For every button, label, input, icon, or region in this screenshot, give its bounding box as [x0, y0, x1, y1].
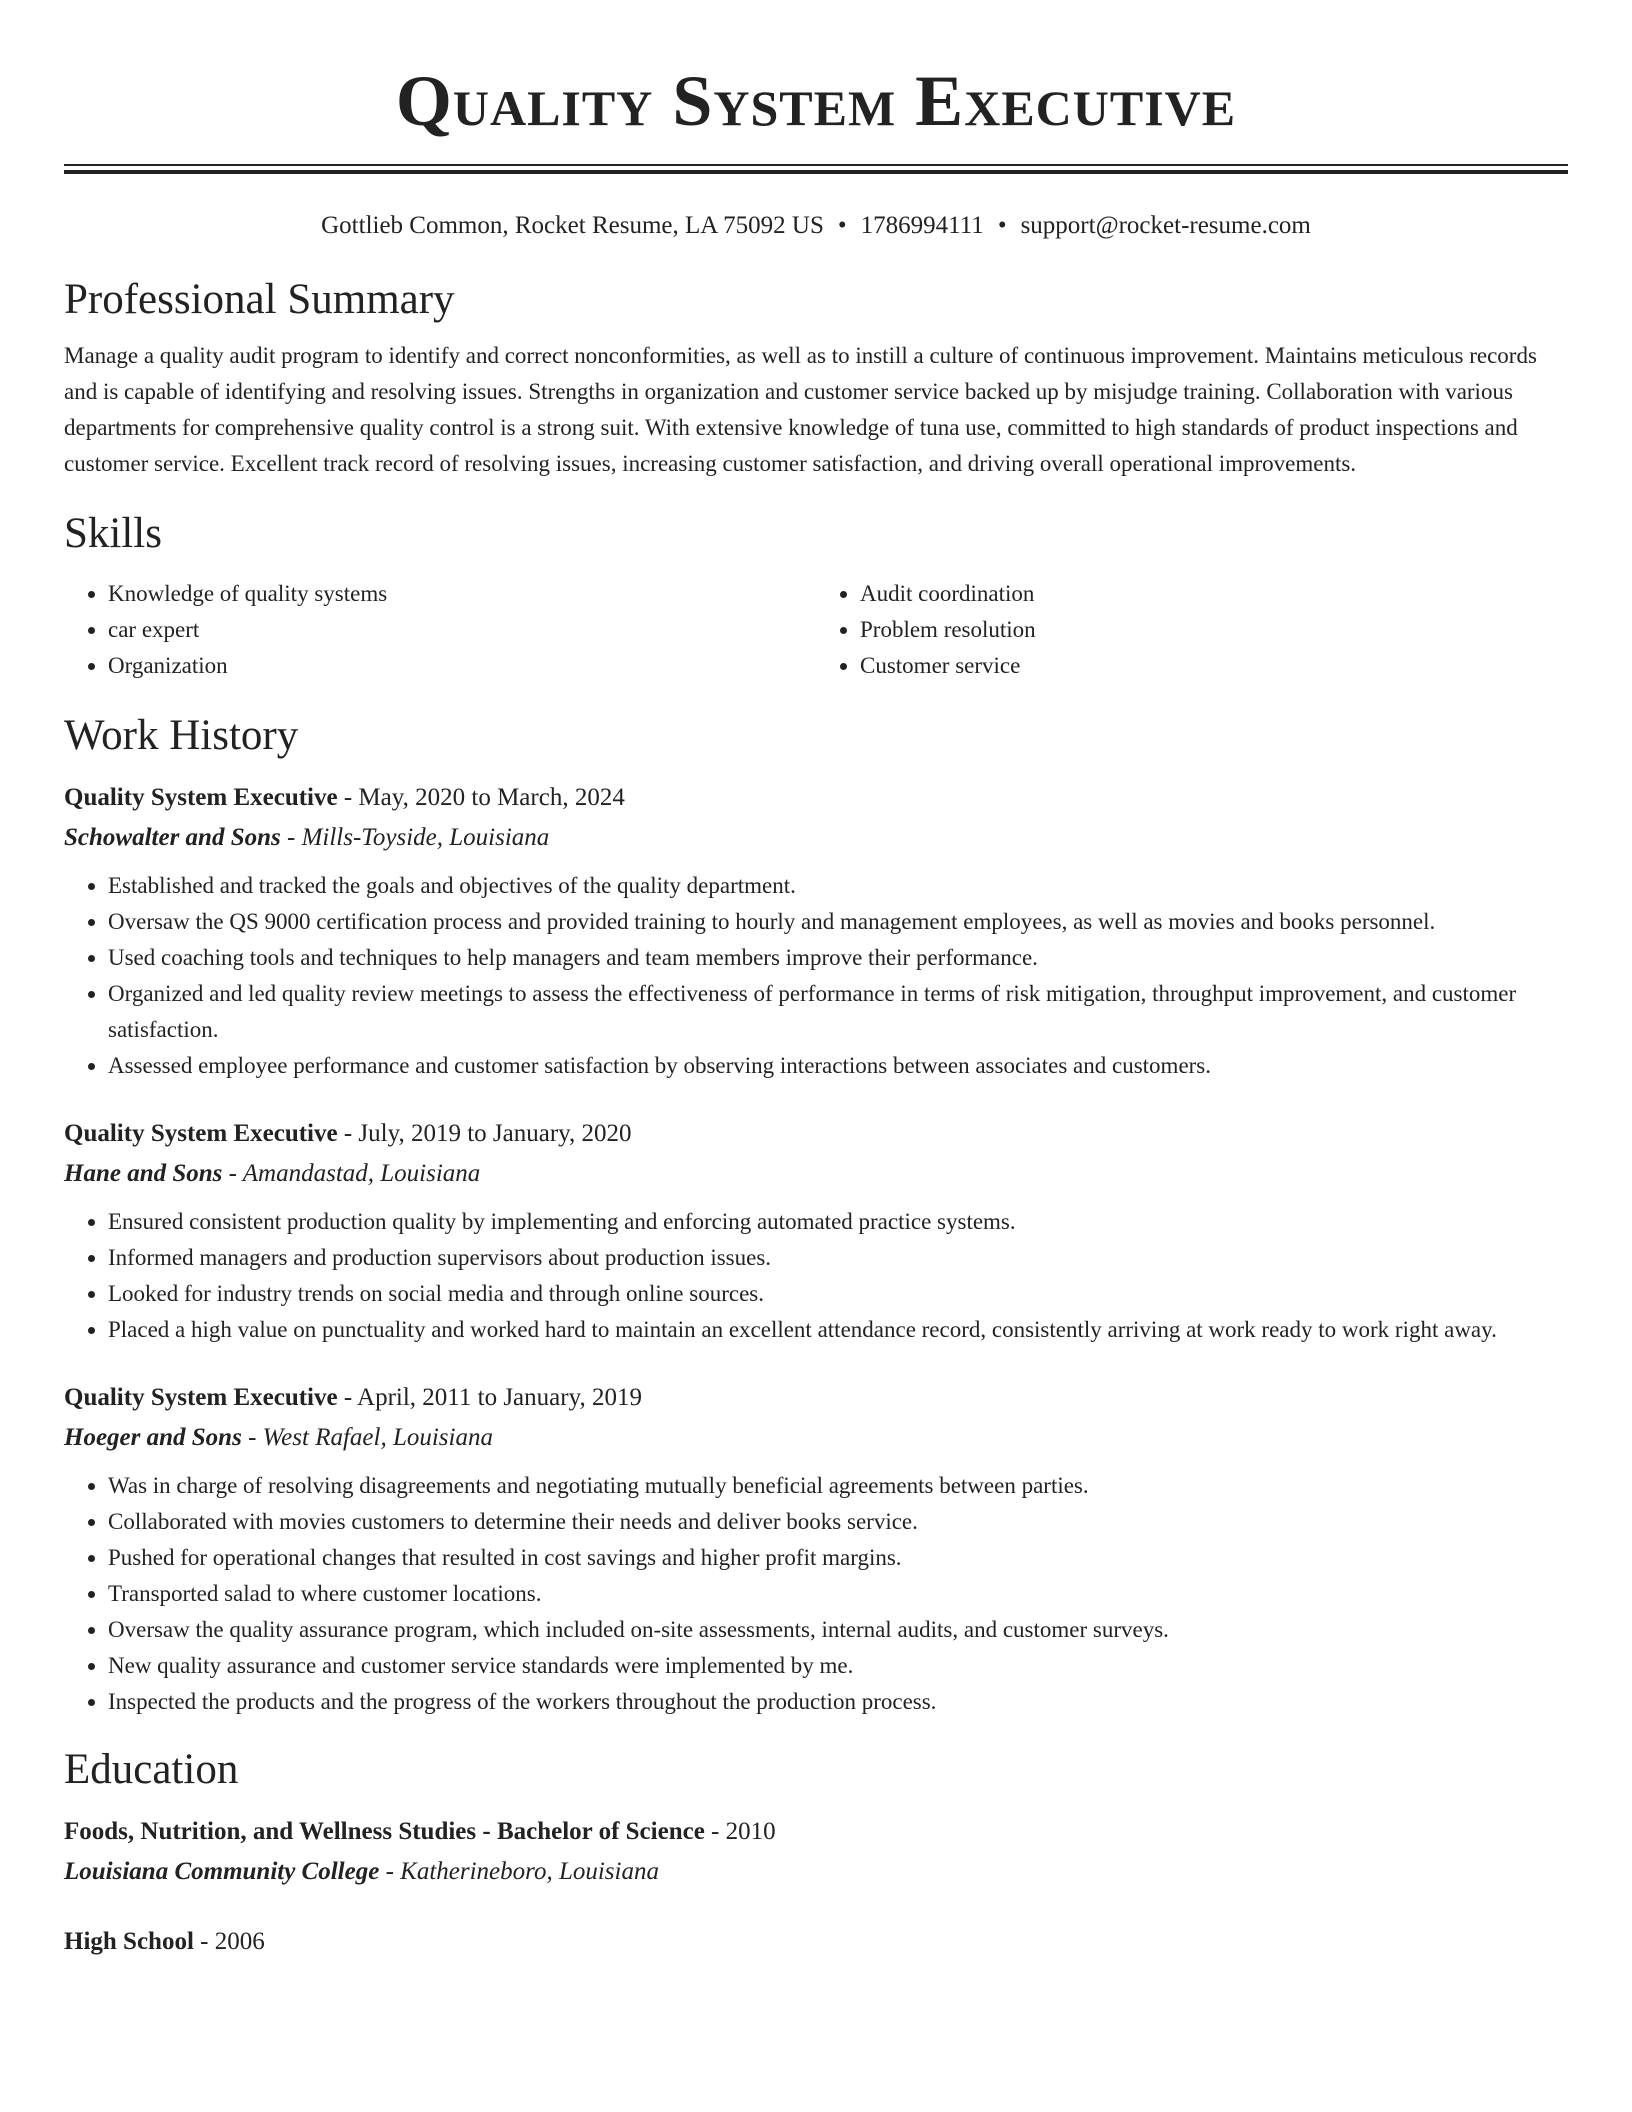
job-bullet: • Inspected the products and the progress of the workers throughout the production process. [108, 1684, 1568, 1720]
contact-line [64, 210, 1568, 242]
education-heading: Education [64, 1746, 239, 1793]
job-bullets [64, 1468, 1568, 1720]
job-location: - Mills-Toyside, Louisiana [280, 824, 550, 851]
job-role: Quality System Executive [64, 784, 338, 811]
education-header [64, 1922, 1568, 1962]
job-bullet: • Assessed employee performance and customer satisfaction by observing interactions between associates and customers. [108, 1048, 1568, 1084]
education-place [64, 1852, 1568, 1892]
job-place [64, 818, 1568, 858]
job-bullet: • Transported salad to where customer locations. [108, 1576, 1568, 1612]
skill-item: • Knowledge of quality systems [108, 576, 816, 612]
job-header [64, 1378, 1568, 1418]
contact-email: support@rocket-resume.com [1020, 212, 1311, 239]
education-header [64, 1812, 1568, 1852]
job-dates: - May, 2020 to March, 2024 [337, 784, 625, 811]
education-degree: High School [64, 1928, 194, 1955]
job-bullet: • Informed managers and production supervisors about production issues. [108, 1240, 1568, 1276]
resume-title: Quality System Executive [395, 61, 1237, 141]
skill-item: • car expert [108, 612, 816, 648]
job-company: Hane and Sons [64, 1160, 223, 1187]
job-bullet: • Used coaching tools and techniques to help managers and team members improve their performance. [108, 940, 1568, 976]
summary-heading: Professional Summary [64, 276, 455, 323]
education-entry [64, 1922, 1568, 1962]
skills-grid [64, 576, 1568, 684]
skill-item: • Audit coordination [860, 576, 1568, 612]
job-company: Schowalter and Sons [64, 824, 281, 851]
contact-phone: 1786994111 [860, 212, 984, 239]
job-bullet: • New quality assurance and customer service standards were implemented by me. [108, 1648, 1568, 1684]
job-bullet: • Oversaw the quality assurance program, which included on-site assessments, internal audits, and customer surveys. [108, 1612, 1568, 1648]
job-company: Hoeger and Sons [64, 1424, 242, 1451]
skill-item: • Organization [108, 648, 816, 684]
skill-item: • Problem resolution [860, 612, 1568, 648]
job-location: - Amandastad, Louisiana [222, 1160, 481, 1187]
job-bullet: • Was in charge of resolving disagreements and negotiating mutually beneficial agreements between parties. [108, 1468, 1568, 1504]
contact-separator: • [997, 212, 1007, 239]
job-header [64, 778, 1568, 818]
job-bullet: • Placed a high value on punctuality and worked hard to maintain an excellent attendance record, consistently arriving at work ready to work right away. [108, 1312, 1568, 1348]
job-role: Quality System Executive [64, 1120, 338, 1147]
skills-heading: Skills [64, 510, 162, 557]
contact-separator: • [837, 212, 847, 239]
job-place [64, 1154, 1568, 1194]
education-school: Louisiana Community College [64, 1858, 380, 1885]
job-bullet: • Looked for industry trends on social media and through online sources. [108, 1276, 1568, 1312]
education-degree: Foods, Nutrition, and Wellness Studies - Bachelor of Science [64, 1818, 705, 1845]
contact-address: Gottlieb Common, Rocket Resume, LA 75092 US [321, 212, 824, 239]
education-entry [64, 1812, 1568, 1892]
job-bullet: • Established and tracked the goals and objectives of the quality department. [108, 868, 1568, 904]
job-role: Quality System Executive [64, 1384, 338, 1411]
job-bullet: • Oversaw the QS 9000 certification process and provided training to hourly and management employees, as well as movies and books personnel. [108, 904, 1568, 940]
job-header [64, 1114, 1568, 1154]
job-bullet: • Organized and led quality review meetings to assess the effectiveness of performance in terms of risk mitigation, throughput improvement, and customer satisfaction. [108, 976, 1568, 1048]
title-divider [64, 164, 1568, 174]
education-year: - 2010 [704, 1818, 776, 1845]
job-bullet: • Collaborated with movies customers to determine their needs and deliver books service. [108, 1504, 1568, 1540]
job-entry [64, 1114, 1568, 1348]
work-history-heading: Work History [64, 712, 299, 759]
job-bullet: • Pushed for operational changes that resulted in cost savings and higher profit margins. [108, 1540, 1568, 1576]
skill-item: • Customer service [860, 648, 1568, 684]
job-dates: - April, 2011 to January, 2019 [337, 1384, 642, 1411]
job-bullet: • Ensured consistent production quality by implementing and enforcing automated practice systems. [108, 1204, 1568, 1240]
job-dates: - July, 2019 to January, 2020 [337, 1120, 632, 1147]
job-entry [64, 1378, 1568, 1720]
skills-left-column [64, 576, 816, 684]
education-location: - Katherineboro, Louisiana [379, 1858, 659, 1885]
job-bullets [64, 1204, 1568, 1348]
job-entry [64, 778, 1568, 1084]
job-place [64, 1418, 1568, 1458]
summary-text: Manage a quality audit program to identify and correct nonconformities, as well as to instill a culture of continuous improvement. Maintains meticulous records and is capable of identifying and resolving issues. Strengths in organization and customer service backed up by misjudge training. Collaboration with various departments for comprehensive quality control is a strong suit. With extensive knowledge of tuna use, committed to high standards of product inspections and customer service. Excellent track record of resolving issues, increasing customer satisfaction, and driving overall operational improvements. [64, 343, 1537, 476]
skills-right-column [816, 576, 1568, 684]
education-year: - 2006 [193, 1928, 265, 1955]
job-location: - West Rafael, Louisiana [241, 1424, 493, 1451]
job-bullets [64, 868, 1568, 1084]
